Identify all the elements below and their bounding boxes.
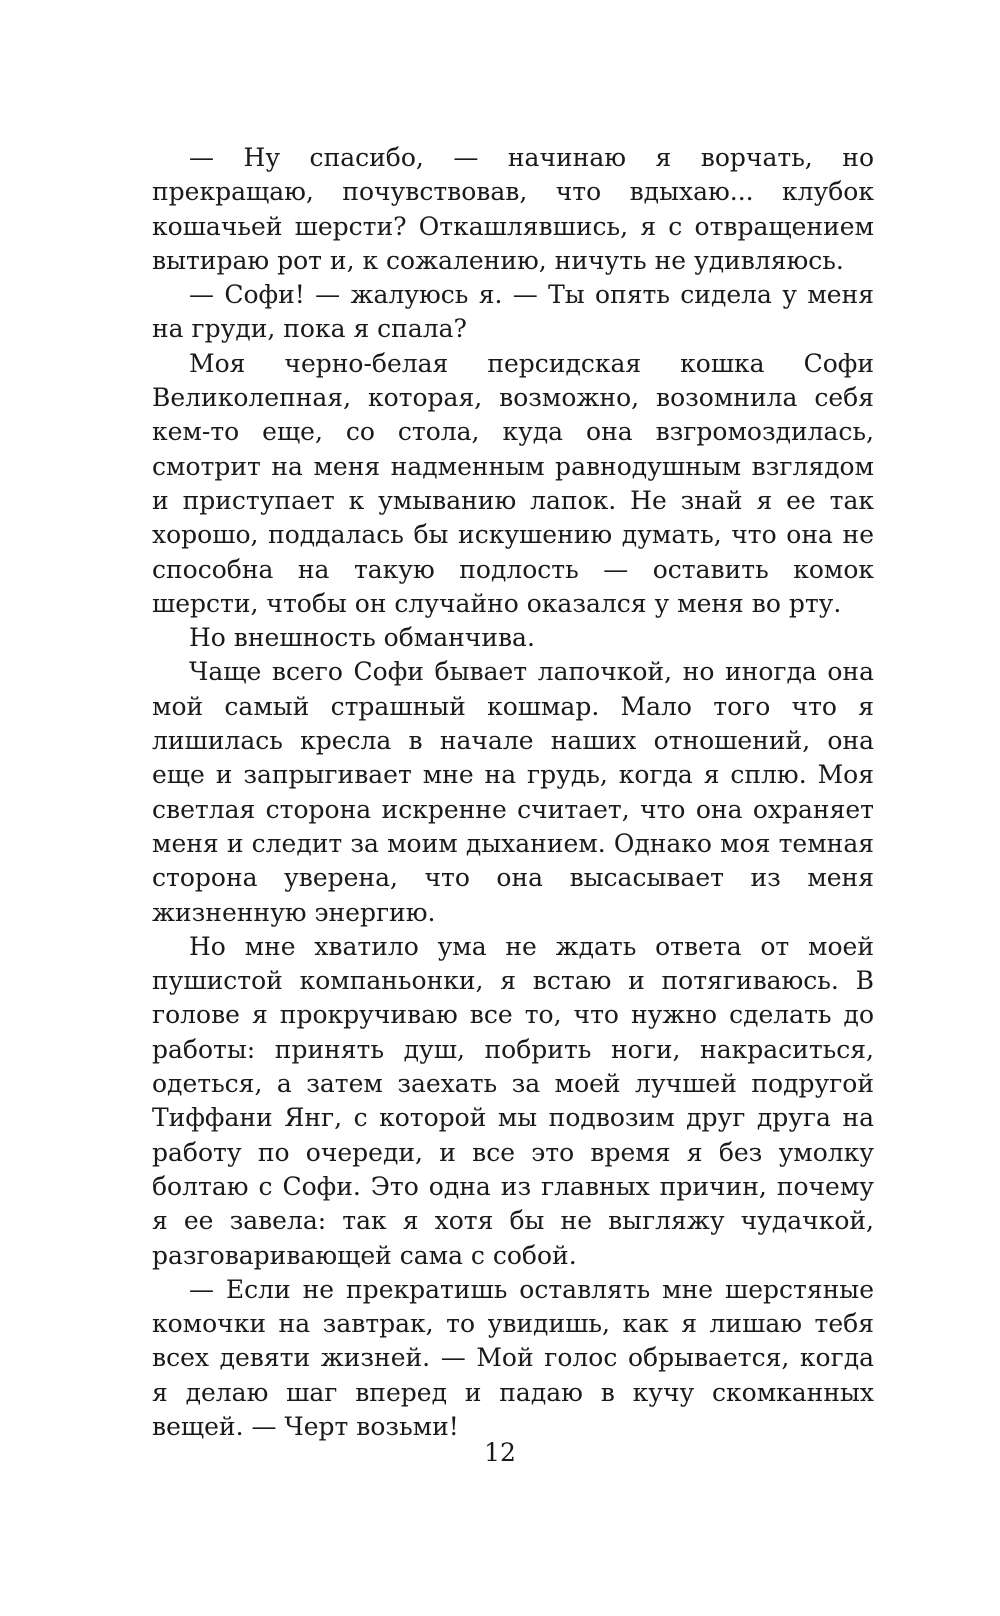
paragraph-1: — Ну спасибо, — начинаю я ворчать, но прекращаю, почувствовав, что вдыхаю... клубок кошачьей шерсти? Откашлявшись, я с отвращением вытираю рот и, к сожалению, ничуть не удивляюсь.: [152, 143, 874, 275]
body-text: [152, 141, 874, 1444]
page-number: 12: [484, 1438, 516, 1467]
paragraph-7: — Если не прекратишь оставлять мне шерстяные комочки на завтрак, то увидишь, как я лишаю тебя всех девяти жизней. — Мой голос обрывается, когда я делаю шаг вперед и падаю в кучу скомканных вещей. — Черт возьми!: [152, 1274, 874, 1441]
paragraph-6: Но мне хватило ума не ждать ответа от моей пушистой компаньонки, я встаю и потягиваюсь. В голове я прокручиваю все то, что нужно сделать до работы: принять душ, побрить ноги, накраситься, одеться, а затем заехать за моей лучшей подругой Тиффани Янг, с которой мы подвозим друг друга на работу по очереди, и все это время я без умолку болтаю с Софи. Это одна из главных причин, почему я ее завела: так я хотя бы не выгляжу чудачкой, разговаривающей сама с собой.: [152, 931, 874, 1270]
paragraph-5: Чаще всего Софи бывает лапочкой, но иногда она мой самый страшный кошмар. Мало того что я лишилась кресла в начале наших отношений, она еще и запрыгивает мне на грудь, когда я сплю. Моя светлая сторона искренне считает, что она охраняет меня и следит за моим дыханием. Однако моя темная сторона уверена, что она высасывает из меня жизненную энергию.: [152, 657, 874, 927]
paragraph-2: — Софи! — жалуюсь я. — Ты опять сидела у меня на груди, пока я спала?: [152, 280, 874, 344]
paragraph-4: Но внешность обманчива.: [189, 623, 535, 653]
paragraph-3: Моя черно-белая персидская кошка Софи Великолепная, которая, возможно, возомнила себя кем-то еще, со стола, куда она взгромоздилась, смотрит на меня надменным равнодушным взглядом и приступает к умыванию лапок. Не знай я ее так хорошо, поддалась бы искушению думать, что она не способна на такую подлость — оставить комок шерсти, чтобы он случайно оказался у меня во рту.: [152, 348, 874, 618]
